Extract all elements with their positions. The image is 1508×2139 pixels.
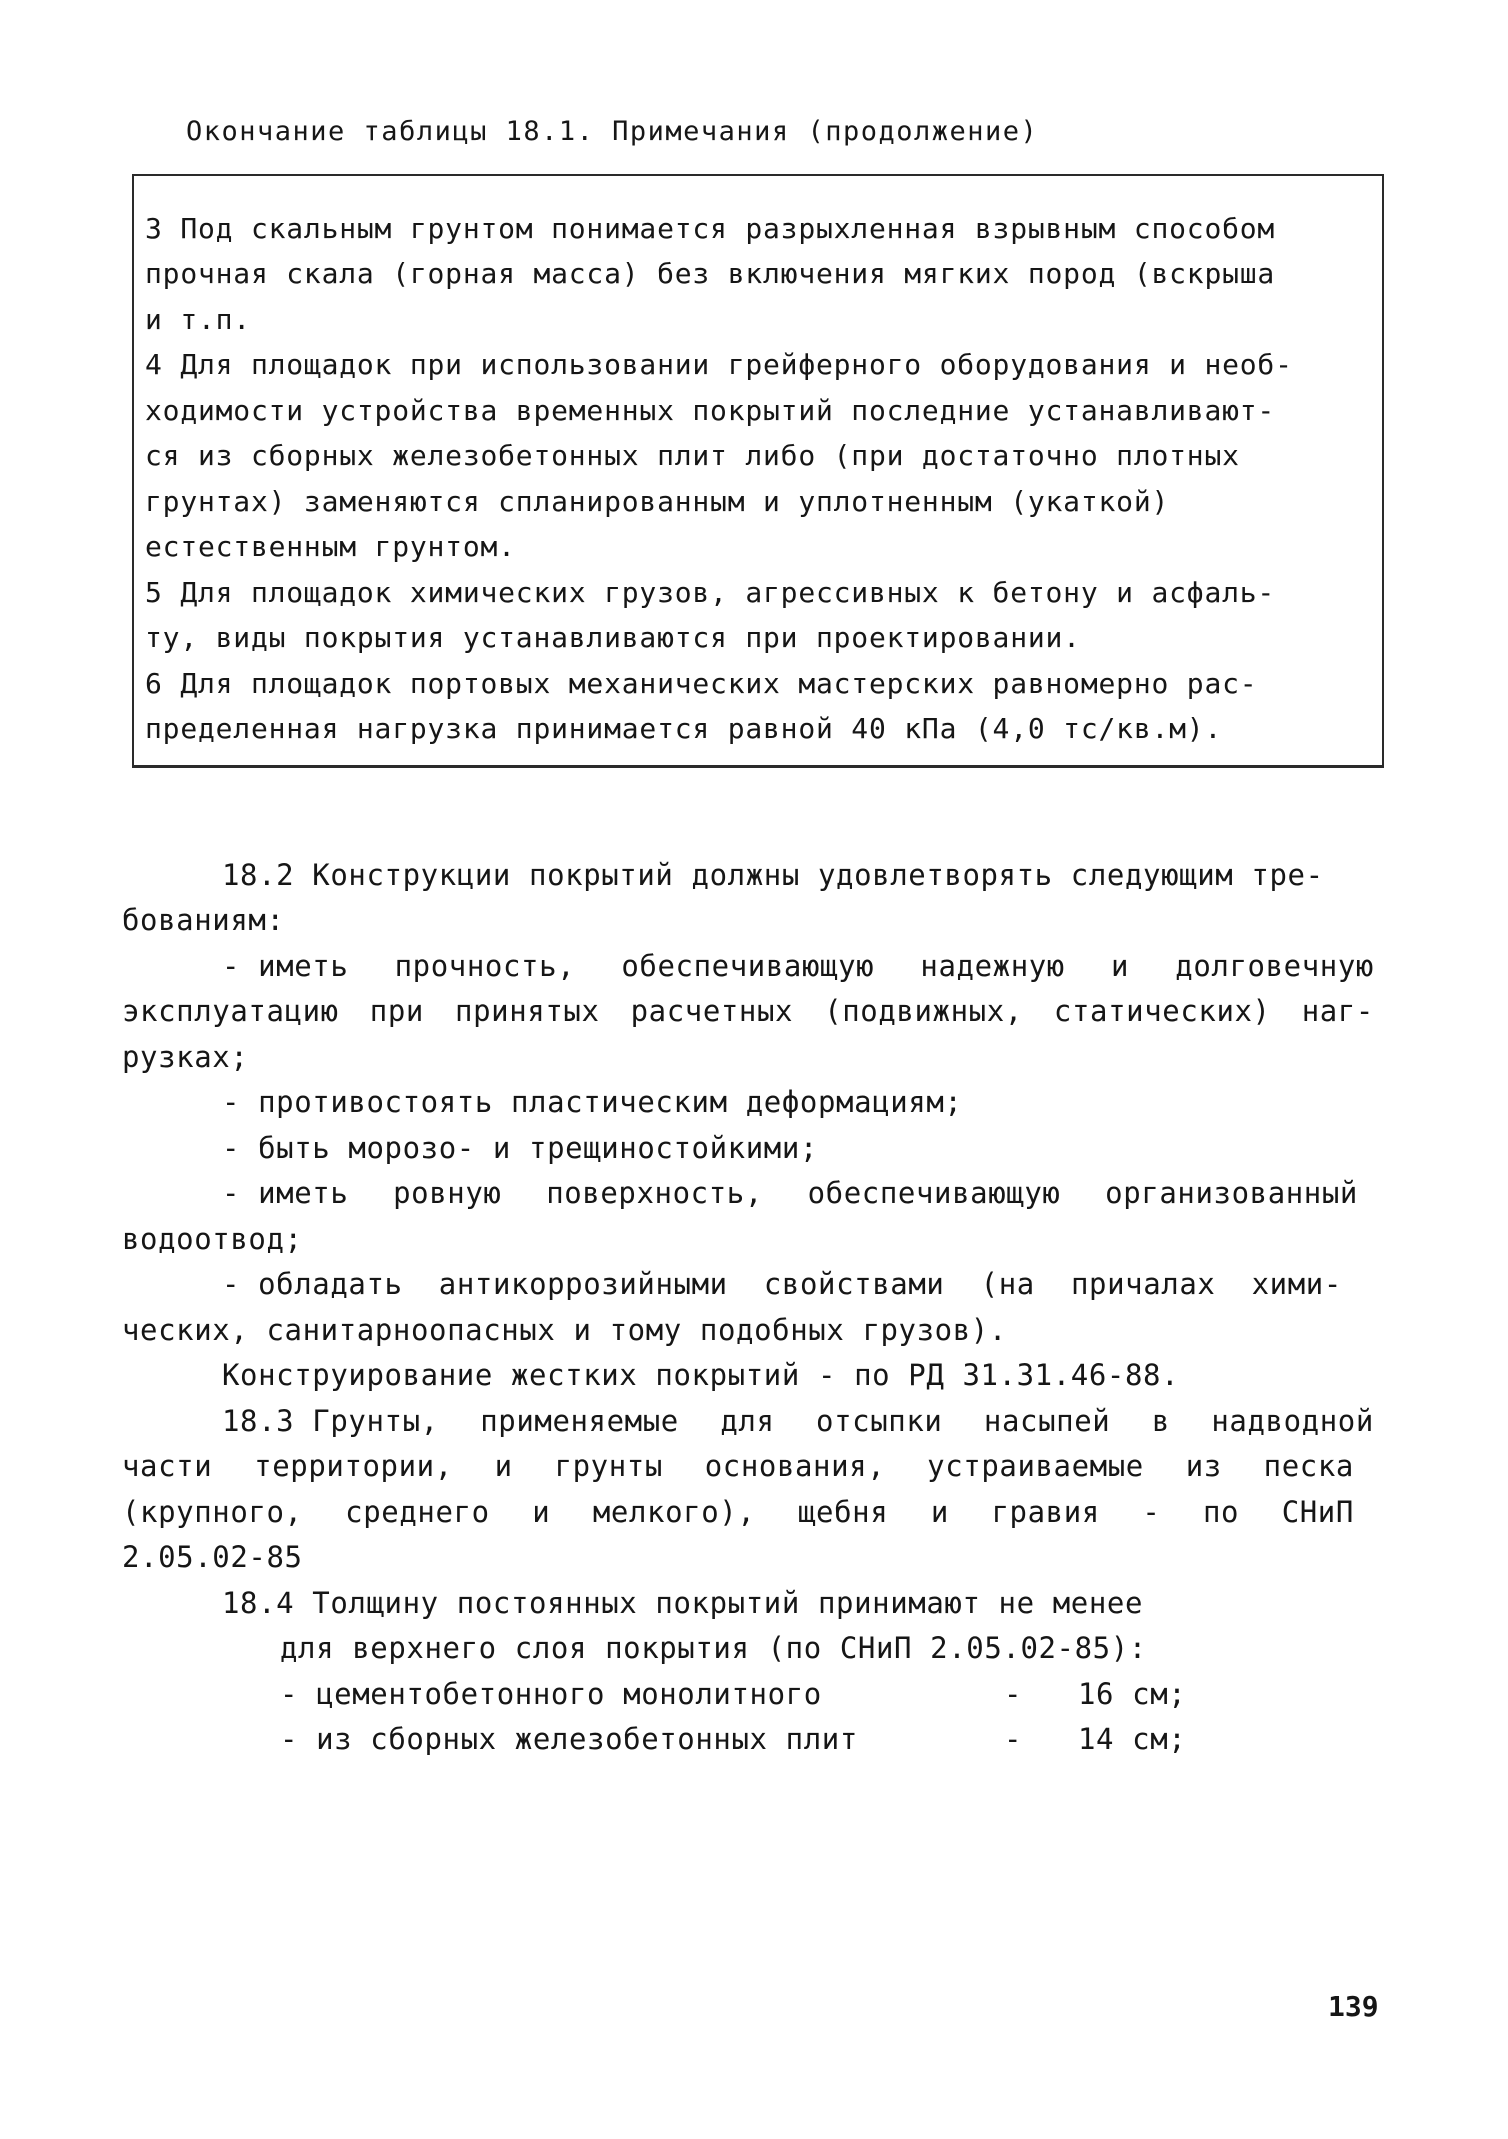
word: расчетных [630,994,794,1028]
requirement-flat-surface-line-2: водоотвод; [122,1222,303,1256]
word: - обладать [222,1267,403,1301]
note-4-line-2: ходимости устройства временных покрытий последние устанавливают- [145,394,1276,427]
word: обеспечивающую [621,949,875,983]
word: и [1111,949,1130,983]
word: гравия [991,1495,1100,1529]
note-3-line-2: прочная скала (горная масса) без включения мягких пород (вскрыша [145,257,1276,290]
word: причалах [1070,1267,1216,1301]
word: по [1203,1495,1240,1529]
word: и [532,1495,551,1529]
paragraph-18-3-line-3 [122,1489,1354,1535]
requirement-strength-line-3: рузках; [122,1040,249,1074]
requirement-flat-surface-line-1 [222,1170,1358,1216]
requirement-anticorrosion-line-1 [222,1261,1342,1307]
word: территории, [254,1449,453,1483]
word: - иметь [222,949,349,983]
word: свойствами [763,1267,945,1301]
paragraph-18-4-line-2: для верхнего слоя покрытия (по СНиП 2.05.02-85): [280,1631,1147,1665]
requirement-strength-line-1 [222,943,1374,989]
thickness-dash: - [1004,1722,1023,1756]
word: ровную [393,1176,502,1210]
word: и [494,1449,513,1483]
word: мелкого), [592,1495,756,1529]
word: из [1185,1449,1222,1483]
word: грунты [554,1449,663,1483]
note-5-line-1: 5 Для площадок химических грузов, агрессивных к бетону и асфаль- [145,576,1276,609]
word: обеспечивающую [807,1176,1061,1210]
note-4-line-3: ся из сборных железобетонных плит либо (при достаточно плотных [145,439,1240,472]
word: применяемые [480,1404,679,1438]
word: принятых [455,994,600,1028]
word: поверхность, [546,1176,763,1210]
thickness-value: 16 см; [1078,1677,1187,1711]
word: (подвижных, [824,994,1023,1028]
word: для [720,1404,775,1438]
page-number: 139 [1328,1990,1379,2023]
word: отсыпки [816,1404,943,1438]
rigid-pavement-design-reference: Конструирование жестких покрытий - по РД 31.31.46-88. [222,1358,1180,1392]
word: наг- [1301,994,1374,1028]
word: статических) [1053,994,1271,1028]
word: антикоррозийными [438,1267,728,1301]
paragraph-18-3-line-4: 2.05.02-85 [122,1540,303,1574]
note-6-line-1: 6 Для площадок портовых механических мастерских равномерно рас- [145,667,1258,700]
word: (на [980,1267,1035,1301]
word: - иметь [222,1176,349,1210]
word: - [1142,1495,1161,1529]
word: части [122,1449,213,1483]
word: и [930,1495,949,1529]
word: организованный [1105,1176,1358,1210]
paragraph-18-2-line-1: 18.2 Конструкции покрытий должны удовлетворять следующим тре- [222,858,1324,892]
paragraph-18-2-line-2: бованиям: [122,903,285,937]
word: песка [1263,1449,1354,1483]
word: 18.3 Грунты, [222,1404,439,1438]
note-4-line-1: 4 Для площадок при использовании грейферного оборудования и необ- [145,348,1293,381]
thickness-value: 14 см; [1078,1722,1187,1756]
requirement-frost-crack-resistance: - быть морозо- и трещиностойкими; [222,1131,818,1165]
word: насыпей [983,1404,1111,1438]
thickness-label: - цементобетонного монолитного [280,1677,822,1711]
word: устраиваемые [927,1449,1144,1483]
word: прочность, [394,949,576,983]
word: (крупного, [122,1495,303,1529]
word: надводной [1211,1404,1374,1438]
requirement-strength-line-2 [122,988,1374,1034]
word: СНиП [1281,1495,1354,1529]
word: основания, [704,1449,886,1483]
word: среднего [345,1495,490,1529]
thickness-label: - из сборных железобетонных плит [280,1722,858,1756]
note-5-line-2: ту, виды покрытия устанавливаются при проектировании. [145,621,1081,654]
note-3-line-3: и т.п. [145,303,251,336]
paragraph-18-3-line-1 [222,1398,1374,1444]
requirement-anticorrosion-line-2: ческих, санитарноопасных и тому подобных грузов). [122,1313,1007,1347]
note-3-line-1: 3 Под скальным грунтом понимается разрыхленная взрывным способом [145,212,1276,245]
table-continuation-header: Окончание таблицы 18.1. Примечания (продолжение) [186,116,1039,147]
word: в [1151,1404,1170,1438]
thickness-dash: - [1004,1677,1023,1711]
note-4-line-5: естественным грунтом. [145,530,516,563]
paragraph-18-4-line-1: 18.4 Толщину постоянных покрытий принимают не менее [222,1586,1144,1620]
note-4-line-4: грунтах) заменяются спланированным и уплотненным (укаткой) [145,485,1170,518]
word: долговечную [1175,949,1374,983]
word: щебня [797,1495,889,1529]
requirement-plastic-deformation: - противостоять пластическим деформациям; [222,1085,963,1119]
word: эксплуатацию [122,994,339,1028]
note-6-line-2: пределенная нагрузка принимается равной 40 кПа (4,0 тс/кв.м). [145,712,1223,745]
word: хими- [1251,1267,1342,1301]
word: при [369,994,424,1028]
paragraph-18-3-line-2 [122,1443,1354,1489]
word: надежную [920,949,1065,983]
